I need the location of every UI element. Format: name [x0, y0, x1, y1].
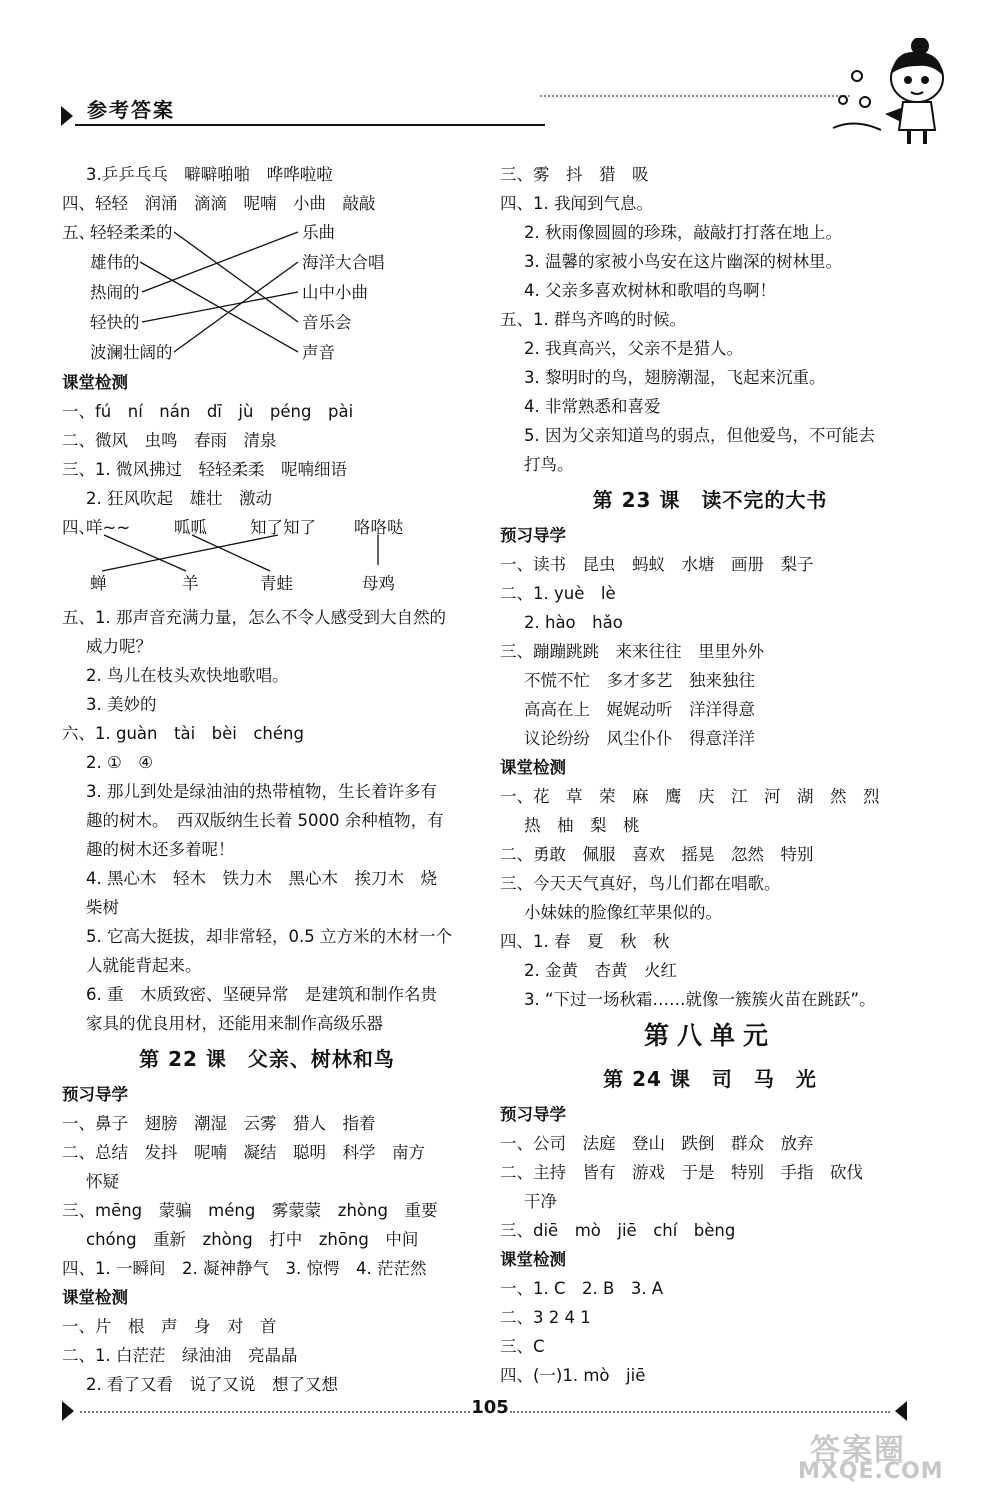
answer-line: 三、雾 抖 猎 吸 — [500, 165, 649, 184]
section-heading: 预习导学 — [500, 526, 566, 545]
page-footer — [60, 1395, 920, 1425]
answer-line: 三、mēng 蒙骗 méng 雾蒙蒙 zhòng 重要 — [62, 1201, 438, 1220]
watermark-cn: 答案圈 — [810, 1433, 906, 1468]
match-right-item: 山中小曲 — [302, 283, 368, 302]
answer-line: 四、1. 我闻到气息。 — [500, 194, 653, 213]
answer-line: 威力呢？ — [86, 637, 152, 656]
answer-line: 不慌不忙 多才多艺 独来独往 — [524, 671, 755, 690]
match-right-item: 音乐会 — [302, 313, 352, 332]
answer-line: chóng 重新 zhòng 打中 zhōng 中间 — [86, 1230, 419, 1249]
answer-line: 家具的优良用材，还能用来制作高级乐器 — [86, 1014, 383, 1033]
answer-line: 四、1. 春 夏 秋 秋 — [500, 932, 670, 951]
answer-line: 2. 鸟儿在枝头欢快地歌唱。 — [86, 666, 289, 685]
answer-line: 2. 秋雨像圆圆的珍珠，敲敲打打落在地上。 — [524, 223, 842, 242]
answer-line: 二、勇敢 佩服 喜欢 摇晃 忽然 特别 — [500, 845, 814, 864]
answer-line: 3. 那儿到处是绿油油的热带植物，生长着许多有 — [86, 782, 437, 801]
watermark-en: MXQE.COM — [798, 1459, 944, 1484]
animal-item: 母鸡 — [362, 574, 395, 593]
answer-line: 4. 非常熟悉和喜爱 — [524, 397, 661, 416]
watermark-logo — [790, 1425, 990, 1485]
matching-lines — [62, 218, 472, 368]
answer-line: 三、蹦蹦跳跳 来来往往 里里外外 — [500, 642, 764, 661]
match-right-item: 声音 — [302, 343, 335, 362]
answer-line: 干净 — [524, 1192, 557, 1211]
answer-line: 六、1. guàn tài bèi chéng — [62, 724, 304, 743]
answer-line: 2. 看了又看 说了又说 想了又想 — [86, 1375, 338, 1394]
answer-line: 一、读书 昆虫 蚂蚁 水塘 画册 梨子 — [500, 555, 814, 574]
animal-item: 青蛙 — [260, 574, 293, 593]
animal-item: 羊 — [182, 574, 199, 593]
answer-line: 3. 温馨的家被小鸟安在这片幽深的树林里。 — [524, 252, 842, 271]
section-heading: 课堂检测 — [62, 373, 128, 392]
sound-item: 咯咯哒 — [354, 518, 404, 537]
footer-right-arrow-icon — [895, 1401, 907, 1421]
answer-line: 五、1. 那声音充满力量，怎么不令人感受到大自然的 — [62, 608, 446, 627]
match-left-item: 轻轻柔柔的 — [90, 223, 173, 242]
matching-prefix: 五、 — [62, 223, 95, 242]
answer-line: 一、fú ní nán dī jù péng pài — [62, 402, 354, 421]
match-left-item: 雄伟的 — [90, 253, 140, 272]
section-heading: 课堂检测 — [500, 758, 566, 777]
answer-line: 议论纷纷 风尘仆仆 得意洋洋 — [524, 729, 755, 748]
footer-dotted-line — [80, 1411, 470, 1413]
answer-line: 小妹妹的脸像红苹果似的。 — [524, 903, 722, 922]
answer-line: 2. 狂风吹起 雄壮 激动 — [86, 489, 272, 508]
answer-line: 四、(一)1. mò jiē — [500, 1366, 646, 1385]
answer-line: 4. 黑心木 轻木 铁力木 黑心木 挨刀木 烧 — [86, 869, 437, 888]
answer-line: 2. 我真高兴，父亲不是猎人。 — [524, 339, 743, 358]
unit-title: 第八单元 — [643, 1021, 776, 1050]
answer-line: 2. 金黄 杏黄 火红 — [524, 961, 677, 980]
answer-line: 一、花 草 荣 麻 鹰 庆 江 河 湖 然 烈 — [500, 787, 880, 806]
lesson-title: 第 23 课 读不完的大书 — [592, 488, 828, 512]
answer-line: 趣的树木还多着呢！ — [86, 840, 235, 859]
header-underline — [75, 124, 545, 126]
right-column — [500, 160, 920, 1390]
lesson-title: 第 24 课 司 马 光 — [603, 1067, 817, 1091]
animal-matching-lines — [62, 513, 472, 603]
match-left-item: 轻快的 — [90, 313, 140, 332]
girl-mascot-icon — [825, 38, 955, 148]
answer-line: 怀疑 — [86, 1172, 119, 1191]
sound-item: 知了知了 — [250, 518, 316, 537]
answer-line: 三、今天天气真好，鸟儿们都在唱歌。 — [500, 874, 781, 893]
answer-line: 四、轻轻 润涌 滴滴 呢喃 小曲 敲敲 — [62, 194, 376, 213]
answer-line: 一、鼻子 翅膀 潮湿 云雾 猎人 指着 — [62, 1114, 376, 1133]
section-heading: 预习导学 — [500, 1105, 566, 1124]
answer-line: 五、1. 群鸟齐鸣的时候。 — [500, 310, 686, 329]
animal-prefix: 四、 — [62, 518, 95, 537]
answer-line: 三、C — [500, 1337, 545, 1356]
section-heading: 课堂检测 — [62, 1288, 128, 1307]
answer-line: 2. ① ④ — [86, 753, 154, 772]
left-column — [62, 160, 472, 1399]
answer-line: 3. “下过一场秋霜……就像一簇簇火苗在跳跃”。 — [524, 990, 876, 1009]
answer-line: 四、1. 一瞬间 2. 凝神静气 3. 惊愕 4. 茫茫然 — [62, 1259, 427, 1278]
footer-dotted-line — [510, 1411, 890, 1413]
animal-sound-matching — [62, 513, 472, 603]
match-right-item: 海洋大合唱 — [302, 253, 385, 272]
answer-line: 三、1. 微风拂过 轻轻柔柔 呢喃细语 — [62, 460, 347, 479]
answer-line: 2. hào hǎo — [524, 613, 623, 632]
answer-line: 一、1. C 2. B 3. A — [500, 1279, 664, 1298]
answer-line: 5. 它高大挺拔，却非常轻，0.5 立方米的木材一个 — [86, 927, 452, 946]
answer-line: 3. 黎明时的鸟，翅膀潮湿，飞起来沉重。 — [524, 368, 826, 387]
header-dotted-line — [540, 95, 850, 97]
answer-line: 人就能背起来。 — [86, 956, 202, 975]
answer-line: 二、1. 白茫茫 绿油油 亮晶晶 — [62, 1346, 298, 1365]
answer-line: 3. 美妙的 — [86, 695, 157, 714]
page-number: 105 — [471, 1397, 509, 1418]
section-heading: 课堂检测 — [500, 1250, 566, 1269]
answer-line: 柴树 — [86, 898, 119, 917]
header-arrow-icon — [61, 106, 73, 126]
header-title: 参考答案 — [87, 98, 175, 122]
match-right-item: 乐曲 — [302, 223, 335, 242]
answer-line: 三、diē mò jiē chí bèng — [500, 1221, 736, 1240]
section-heading: 预习导学 — [62, 1085, 128, 1104]
answer-line: 热 柚 梨 桃 — [524, 816, 640, 835]
answer-line: 趣的树木。 西双版纳生长着 5000 余种植物，有 — [86, 811, 444, 830]
answer-line: 二、主持 皆有 游戏 于是 特别 手指 砍伐 — [500, 1163, 863, 1182]
answer-line: 打鸟。 — [524, 455, 574, 474]
footer-left-arrow-icon — [62, 1401, 74, 1421]
match-left-item: 波澜壮阔的 — [90, 343, 173, 362]
answer-line: 二、1. yuè lè — [500, 584, 616, 603]
answer-line: 一、片 根 声 身 对 首 — [62, 1317, 277, 1336]
animal-item: 蝉 — [90, 574, 107, 593]
answer-line: 一、公司 法庭 登山 跌倒 群众 放弃 — [500, 1134, 814, 1153]
page-header — [55, 80, 955, 140]
matching-exercise — [62, 218, 472, 368]
answer-line: 4. 父亲多喜欢树林和歌唱的鸟啊！ — [524, 281, 776, 300]
match-left-item: 热闹的 — [90, 283, 140, 302]
sound-item: 咩~~ — [86, 518, 131, 537]
sound-item: 呱呱 — [174, 518, 207, 537]
answer-line: 二、总结 发抖 呢喃 凝结 聪明 科学 南方 — [62, 1143, 425, 1162]
answer-line: 6. 重 木质致密、坚硬异常 是建筑和制作名贵 — [86, 985, 437, 1004]
answer-line: 二、3 2 4 1 — [500, 1308, 591, 1327]
answer-line: 5. 因为父亲知道鸟的弱点，但他爱鸟，不可能去 — [524, 426, 875, 445]
answer-line: 二、微风 虫鸣 春雨 清泉 — [62, 431, 277, 450]
lesson-title: 第 22 课 父亲、树林和鸟 — [139, 1047, 395, 1071]
answer-line: 3.乒乒乓乓 噼噼啪啪 哗哗啦啦 — [86, 165, 333, 184]
answer-line: 高高在上 娓娓动听 洋洋得意 — [524, 700, 755, 719]
